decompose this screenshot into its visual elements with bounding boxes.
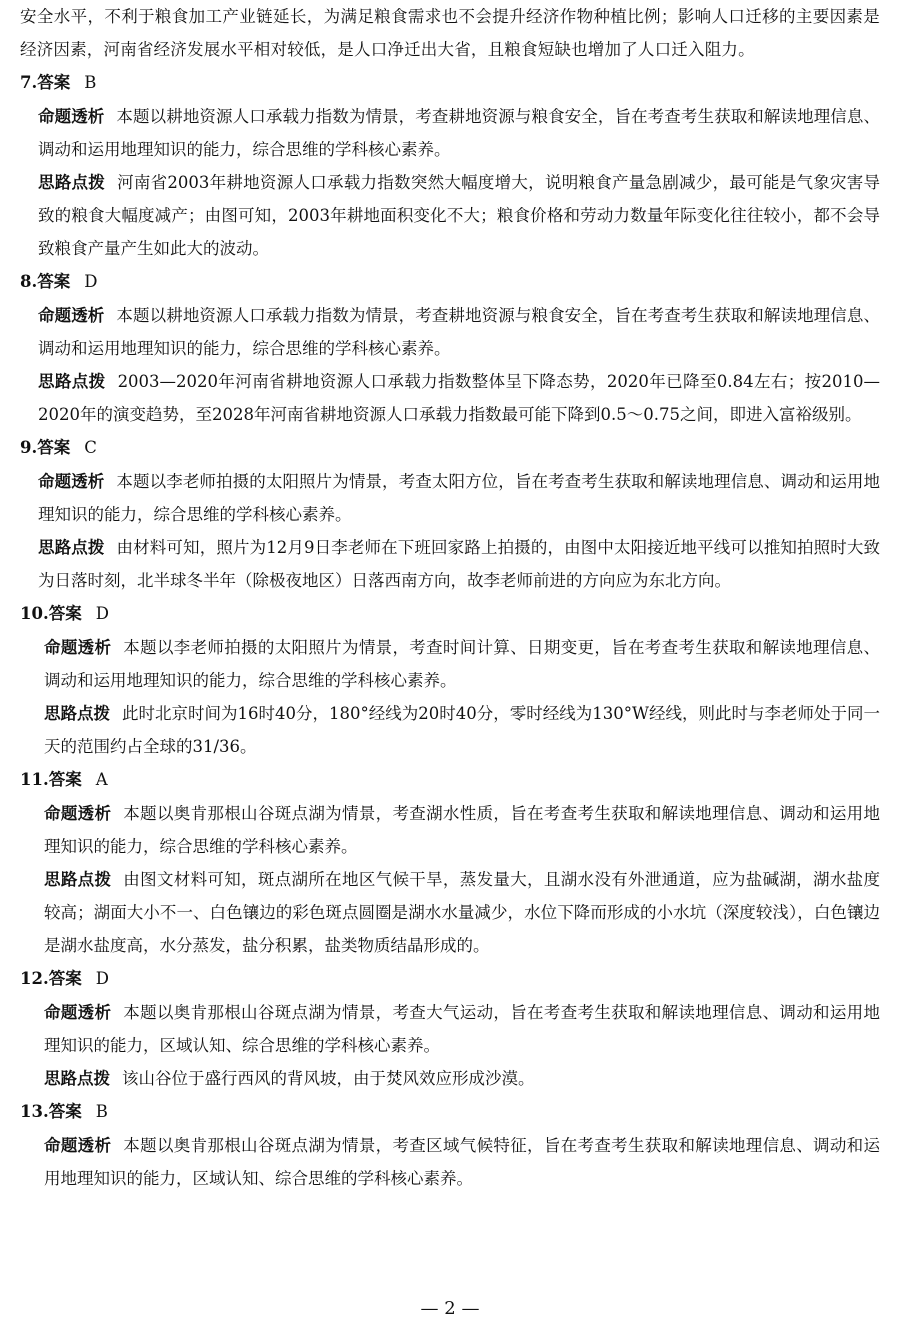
intent-paragraph (20, 996, 880, 1062)
page-number: — 2 — (420, 1298, 480, 1319)
answer-value: B (95, 1102, 108, 1121)
intent-text: 本题以李老师拍摄的太阳照片为情景，考查时间计算、日期变更，旨在考查考生获取和解读地理信息、调动和运用地理知识的能力，综合思维的学科核心素养。 (44, 638, 881, 690)
answer-item (20, 597, 880, 763)
intent-label: 命题透析 (38, 472, 105, 491)
intent-text: 本题以耕地资源人口承载力指数为情景，考查耕地资源与粮食安全，旨在考查考生获取和解读地理信息、调动和运用地理知识的能力，综合思维的学科核心素养。 (38, 306, 881, 358)
intent-paragraph (20, 100, 880, 166)
answer-line (20, 431, 880, 465)
analysis-paragraph (20, 166, 880, 265)
intent-paragraph (20, 631, 880, 697)
intent-text: 本题以李老师拍摄的太阳照片为情景，考查太阳方位，旨在考查考生获取和解读地理信息、调动和运用地理知识的能力，综合思维的学科核心素养。 (38, 472, 881, 524)
analysis-paragraph (20, 365, 880, 431)
answer-value: B (84, 73, 97, 92)
answer-label: 答案 (48, 604, 82, 623)
analysis-label: 思路点拨 (44, 1069, 110, 1088)
answer-line (20, 597, 880, 631)
answer-label: 答案 (37, 438, 71, 457)
answer-label: 答案 (37, 272, 71, 291)
intent-text: 本题以耕地资源人口承载力指数为情景，考查耕地资源与粮食安全，旨在考查考生获取和解读地理信息、调动和运用地理知识的能力，综合思维的学科核心素养。 (38, 107, 881, 159)
intent-text: 本题以奥肯那根山谷斑点湖为情景，考查湖水性质，旨在考查考生获取和解读地理信息、调动和运用地理知识的能力，综合思维的学科核心素养。 (44, 804, 881, 856)
question-number: 13. (20, 1102, 49, 1121)
intent-label: 命题透析 (38, 306, 105, 325)
answer-line (20, 66, 880, 100)
analysis-text: 由材料可知，照片为12月9日李老师在下班回家路上拍摄的，由图中太阳接近地平线可以推知拍照时大致为日落时刻，北半球冬半年（除极夜地区）日落西南方向，故李老师前进的方向应为东北方向。 (38, 538, 880, 590)
intent-paragraph (20, 299, 880, 365)
intent-text: 本题以奥肯那根山谷斑点湖为情景，考查区域气候特征，旨在考查考生获取和解读地理信息、调动和运用地理知识的能力，区域认知、综合思维的学科核心素养。 (44, 1136, 881, 1188)
answer-item (20, 66, 880, 265)
question-number: 12. (20, 969, 49, 988)
intent-paragraph (20, 465, 880, 531)
answer-label: 答案 (37, 73, 71, 92)
answer-item (20, 962, 880, 1095)
analysis-label: 思路点拨 (38, 372, 106, 391)
answer-item (20, 265, 880, 431)
question-number: 10. (20, 604, 49, 623)
intent-text: 本题以奥肯那根山谷斑点湖为情景，考查大气运动，旨在考查考生获取和解读地理信息、调动和运用地理知识的能力，区域认知、综合思维的学科核心素养。 (44, 1003, 881, 1055)
intent-paragraph (20, 1129, 880, 1195)
answer-value: D (84, 272, 98, 291)
analysis-text: 此时北京时间为16时40分，180°经线为20时40分，零时经线为130°W经线，则此时与李老师处于同一天的范围约占全球的31/36。 (44, 704, 881, 756)
analysis-paragraph (20, 1062, 880, 1095)
answer-value: A (95, 770, 108, 789)
answer-list (20, 66, 880, 1195)
analysis-paragraph (20, 531, 880, 597)
analysis-label: 思路点拨 (44, 704, 111, 723)
answer-line (20, 763, 880, 797)
answer-line (20, 1095, 880, 1129)
answer-item (20, 1095, 880, 1195)
intent-label: 命题透析 (44, 638, 112, 657)
answer-line (20, 962, 880, 996)
analysis-label: 思路点拨 (44, 870, 112, 889)
question-number: 7. (20, 73, 38, 92)
intent-label: 命题透析 (38, 107, 105, 126)
answer-value: D (95, 604, 109, 623)
answer-label: 答案 (48, 770, 82, 789)
intro-paragraph: 安全水平，不利于粮食加工产业链延长，为满足粮食需求也不会提升经济作物种植比例；影响人口迁移的主要因素是经济因素，河南省经济发展水平相对较低，是人口净迁出大省，且粮食短缺也增加了人口迁入阻力。 (20, 7, 880, 59)
intent-label: 命题透析 (44, 1136, 112, 1155)
answer-label: 答案 (48, 1102, 82, 1121)
analysis-label: 思路点拨 (38, 538, 105, 557)
analysis-text: 河南省2003年耕地资源人口承载力指数突然大幅度增大，说明粮食产量急剧减少，最可能是气象灾害导致的粮食大幅度减产；由图可知，2003年耕地面积变化不大；粮食价格和劳动力数量年际变化往往较小，都不会导致粮食产量产生如此大的波动。 (38, 173, 881, 258)
analysis-text: 由图文材料可知，斑点湖所在地区气候干旱，蒸发量大，且湖水没有外泄通道，应为盐碱湖，湖水盐度较高；湖面大小不一、白色镶边的彩色斑点圆圈是湖水水量减少，水位下降而形成的小水坑（深度较浅），白色镶边是湖水盐度高，水分蒸发，盐分积累，盐类物质结晶形成的。 (44, 870, 881, 955)
answer-line (20, 265, 880, 299)
analysis-paragraph (20, 863, 880, 962)
analysis-paragraph (20, 697, 880, 763)
analysis-text: 2003—2020年河南省耕地资源人口承载力指数整体呈下降态势，2020年已降至0.84左右；按2010—2020年的演变趋势，至2028年河南省耕地资源人口承载力指数最可能下降到0.5～0.75之间，即进入富裕级别。 (38, 372, 881, 424)
analysis-text: 该山谷位于盛行西风的背风坡，由于焚风效应形成沙漠。 (122, 1069, 535, 1088)
answer-value: C (84, 438, 97, 457)
intent-label: 命题透析 (44, 804, 112, 823)
question-number: 11. (20, 770, 49, 789)
intent-paragraph (20, 797, 880, 863)
question-number: 8. (20, 272, 38, 291)
question-number: 9. (20, 438, 38, 457)
analysis-label: 思路点拨 (38, 173, 106, 192)
intent-label: 命题透析 (44, 1003, 112, 1022)
answer-value: D (95, 969, 109, 988)
answer-item (20, 431, 880, 597)
answer-label: 答案 (48, 969, 82, 988)
answer-item (20, 763, 880, 962)
